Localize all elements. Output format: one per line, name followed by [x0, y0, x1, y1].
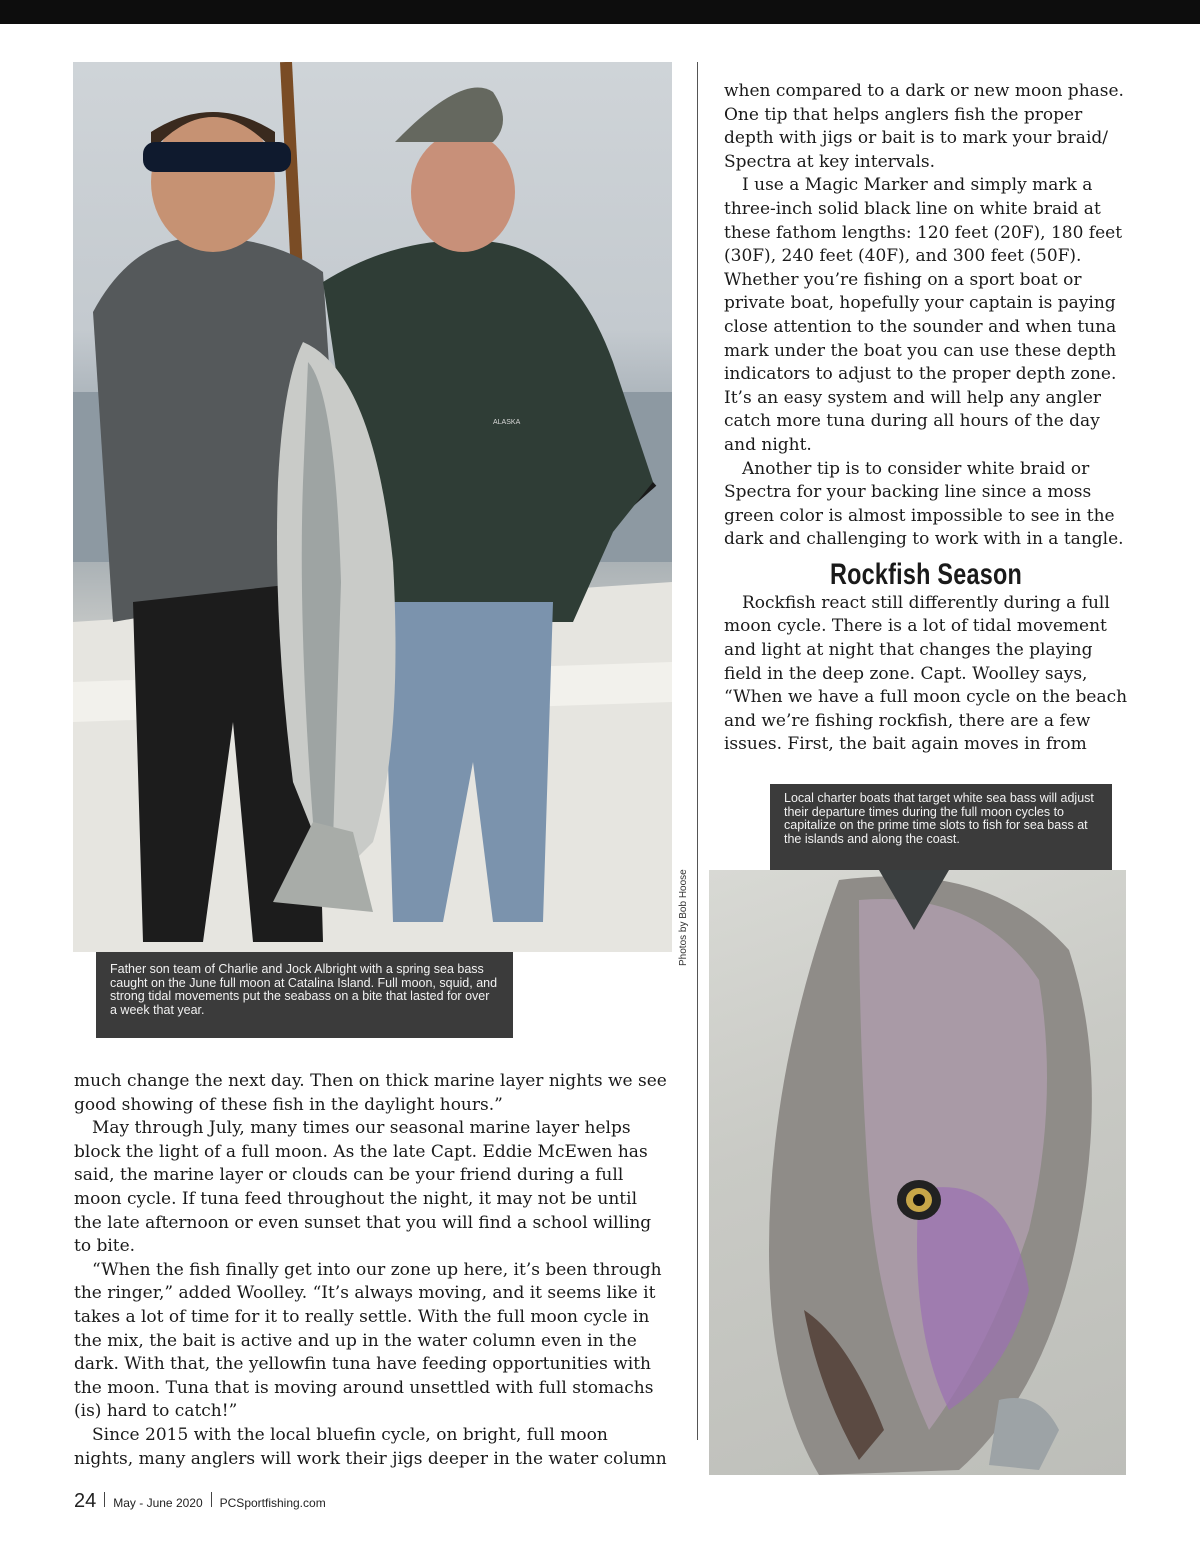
website-link[interactable]: PCSportfishing.com	[219, 1496, 326, 1510]
paragraph: Another tip is to consider white braid or Spectra for your backing line since a moss green color is almost impossible to see in the dark and challenging to work with in a tangle.	[724, 458, 1124, 550]
paragraph: Rockfish react still differently during a full moon cycle. There is a lot of tidal movement and light at night that changes the playing field in the deep zone. Capt. Woolley says, “When we have a full moon cycle on the beach and we’re fishing rockfish, there are a few issues. First, the bait again moves in from	[724, 592, 1128, 755]
column-divider	[697, 62, 698, 1440]
photo-credit: Photos by Bob Hoose	[678, 869, 689, 966]
paragraph: much change the next day. Then on thick marine layer nights we see good showing of these fish in the daylight hours.”	[74, 1071, 667, 1115]
article-right-column	[724, 80, 1128, 757]
top-bar	[0, 0, 1200, 24]
photo-caption-fish	[770, 784, 1112, 870]
photo-anglers-with-sea-bass	[73, 62, 672, 952]
article-left-column	[74, 1070, 668, 1471]
photo-caption-anglers	[96, 952, 513, 1038]
photo-white-sea-bass	[709, 870, 1126, 1475]
footer-separator	[211, 1492, 212, 1507]
issue-date: May - June 2020	[113, 1496, 203, 1510]
page-footer	[74, 1490, 326, 1513]
anglers-illustration	[73, 62, 672, 952]
fish-illustration	[709, 870, 1126, 1475]
paragraph: I use a Magic Marker and simply mark a three-inch solid black line on white braid at these fathom lengths: 120 feet (20F), 180 feet (30F), 240 feet (40F), and 300 feet (50F). Whether you’re fishing on a sport boat or private boat, hopefully your captain is paying close attention to the sounder and when tuna mark under the boat you can use these depth indicators to adjust to the proper depth zone. It’s an easy system and will help any angler catch more tuna during all hours of the day and night.	[724, 175, 1123, 455]
paragraph: May through July, many times our seasonal marine layer helps block the light of a full moon. As the late Capt. Eddie McEwen has said, the marine layer or clouds can be your friend during a full moon cycle. If tuna feed throughout the night, it may not be until the late afternoon or even sunset that you will find a school willing to bite.	[74, 1118, 652, 1257]
paragraph: Since 2015 with the local bluefin cycle, on bright, full moon nights, many anglers will work their jigs deeper in the water column	[74, 1424, 667, 1469]
caption-text: Local charter boats that target white sea bass will adjust their departure times during the full moon cycles to capitalize on the prime time slots to fish for sea bass at the islands and along the coast.	[784, 791, 1094, 846]
paragraph: “When the fish finally get into our zone up here, it’s been through the ringer,” added Woolley. “It’s always moving, and it seems like it takes a lot of time for it to really settle. With the full moon cycle in the mix, the bait is active and up in the water column even in the dark. With that, the yellowfin tuna have feeding opportunities with the moon. Tuna that is moving around unsettled with full stomachs (is) hard to catch!”	[74, 1259, 662, 1422]
page-number: 24	[74, 1490, 97, 1512]
hat-logo-text: ALASKA	[493, 419, 521, 426]
footer-separator	[104, 1492, 105, 1507]
caption-text: Father son team of Charlie and Jock Albright with a spring sea bass caught on the June full moon at Catalina Island. Full moon, squid, and strong tidal movements put the seabass on a bite that lasted for over a week that year.	[110, 962, 498, 1017]
paragraph: when compared to a dark or new moon phase. One tip that helps anglers fish the proper depth with jigs or bait is to mark your braid/ Spectra at key intervals.	[724, 81, 1124, 172]
section-subhead: Rockfish Season	[829, 557, 1023, 591]
